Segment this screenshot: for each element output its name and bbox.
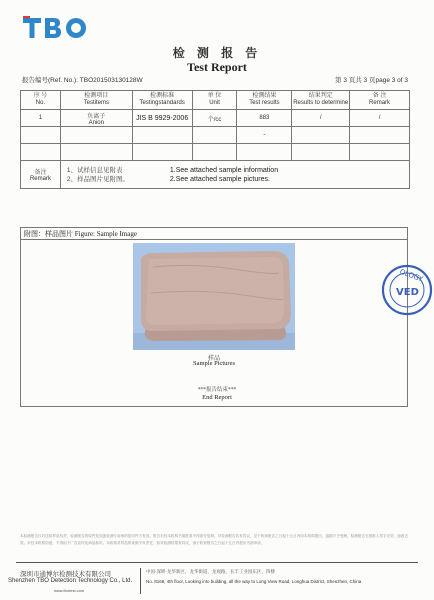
header-cell-determine: 结果判定 Results to determine <box>292 91 350 110</box>
photo-caption-english: Sample Pictures <box>192 360 236 367</box>
footer-separator <box>140 568 141 594</box>
header-cell-no: 序 号 No. <box>21 91 61 110</box>
remark-line: 1、试样信息见附表 1.See attached sample information <box>66 166 279 174</box>
footer-address-chinese: 中国·深圳·龙华新区，龙华街道，龙观路，长丰工业园东区，四楼 <box>146 570 275 575</box>
results-table <box>20 90 410 189</box>
cell-remark: / <box>350 110 410 127</box>
cell-testitem: 负离子 Anion <box>60 110 132 127</box>
title-chinese: 检 测 报 告 <box>172 46 262 60</box>
cell-standard: JIS B 9929-2006 <box>132 110 192 127</box>
title-english: Test Report <box>187 60 247 74</box>
footer-company-english: Shenzhen TBO Detection Technology Co., Ltd. <box>8 578 133 584</box>
end-report-chinese: ***报告结束*** <box>197 387 237 393</box>
header-cell-unit: 单 位 Unit <box>192 91 237 110</box>
table-row-empty <box>21 127 410 144</box>
disclaimer-text: 本检测报告仅对送检样品负责，检测报告的原件及加盖检测专用章的复印件方有效。报告未经本机构书面批准不得部分复制。对检测报告若有异议，应于收到报告之日起十五日内向本机构提出，逾期不予受理。检测报告无批准人签字无效，涂改无效。未经本机构同意，不得用于广告宣传及商品标识。本机构对样品的来源不负责任，如对检测结果有异议，请于收到报告之日起十五日内提出书面申请。 <box>20 534 409 545</box>
table-header-row <box>21 91 410 110</box>
footer-company-chinese: 深圳市通博尔检测技术有限公司 <box>20 570 111 578</box>
footer-divider <box>16 562 418 563</box>
page-number: 第 3 页共 3 页page 3 of 3 <box>335 77 408 84</box>
remark-row <box>21 161 410 189</box>
cell-result: 883 <box>237 110 292 127</box>
cell-no: 1 <box>21 110 61 127</box>
remark-line: 2、样品图片见附图。 2.See attached sample pictures. <box>66 175 270 183</box>
header-cell-results: 检测结果 Test results <box>237 91 292 110</box>
cell-unit: 个/cc <box>192 110 237 127</box>
cell-determine: / <box>292 110 350 127</box>
tbo-logo <box>21 13 93 43</box>
remark-label: 备注 Remark <box>21 161 61 189</box>
svg-text:OLOGY: OLOGY <box>398 267 424 284</box>
figure-header: 附图：样品图片 Figure: Sample Image <box>21 228 407 240</box>
remark-content <box>60 161 409 189</box>
svg-text:VED: VED <box>396 287 419 298</box>
end-report-english: End Report <box>202 394 232 401</box>
footer-website: www.tbotest.com <box>54 588 85 593</box>
photo-caption-chinese: 样品 <box>207 355 220 362</box>
sample-figure <box>20 227 408 407</box>
header-cell-testitems: 检测项目 Testitems <box>60 91 132 110</box>
header-cell-remark: 备 注 Remark <box>350 91 410 110</box>
empty-mark: - <box>237 127 292 144</box>
footer-address-english: No. 8168, 4th floor, Looking into building, all the way to Long View Road, Longhua District, Shenzhen, China <box>146 579 362 584</box>
official-stamp <box>380 263 434 317</box>
header-cell-standards: 检测标准 Testingstandards <box>132 91 192 110</box>
sample-photo <box>133 243 295 350</box>
report-number: 报告编号(Ref. No.): TBO201503130128W <box>22 77 143 84</box>
table-row-empty <box>21 144 410 161</box>
table-row <box>21 110 410 127</box>
